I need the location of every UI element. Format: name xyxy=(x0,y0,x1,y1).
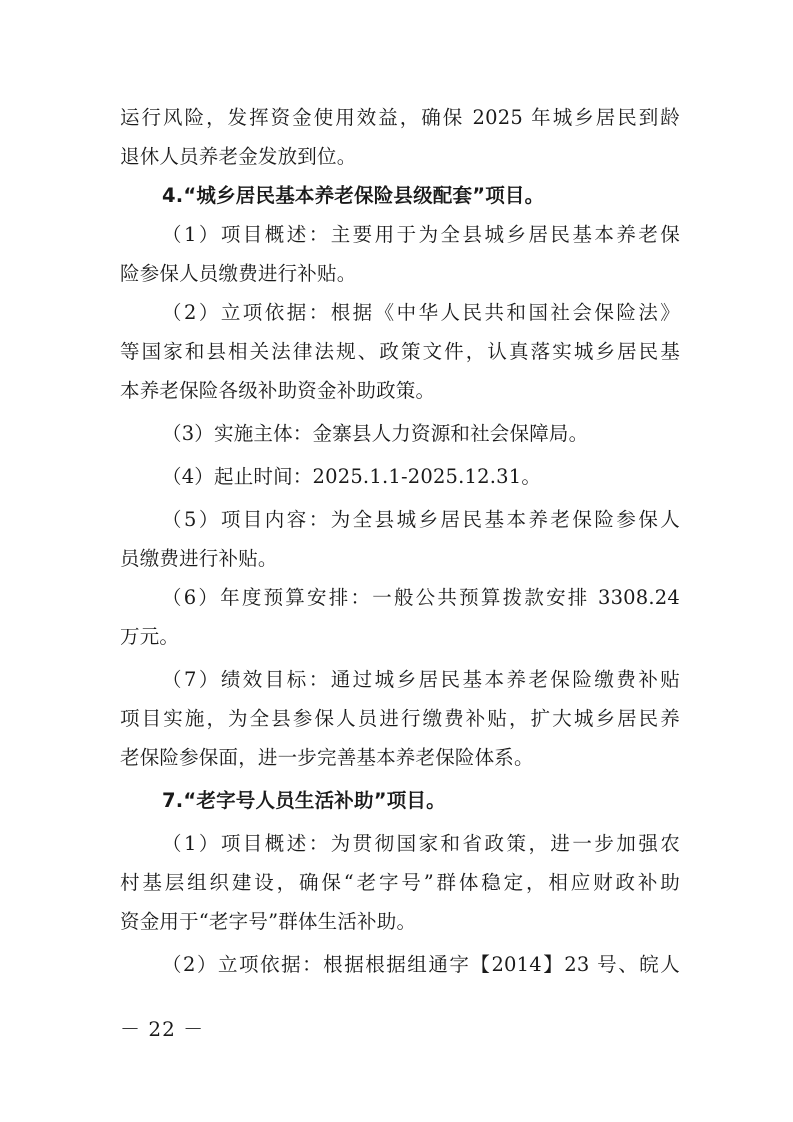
body-line-6: （2）立项依据：根据《中华人民共和国社会保险法》 xyxy=(162,301,680,324)
body-line-20: 村基层组织建设，确保“老字号”群体稳定，相应财政补助 xyxy=(120,871,680,894)
body-line-19: （1）项目概述：为贯彻国家和省政策，进一步加强农 xyxy=(162,832,680,855)
section-heading-4: 4.“城乡居民基本养老保险县级配套”项目。 xyxy=(162,184,545,207)
body-line-13: （6）年度预算安排：一般公共预算拨款安排 3308.24 xyxy=(162,586,680,609)
body-line-14: 万元。 xyxy=(120,625,180,648)
body-line-7: 等国家和县相关法律法规、政策文件，认真落实城乡居民基 xyxy=(120,340,680,363)
section-heading-7: 7.“老字号人员生活补助”项目。 xyxy=(162,789,446,812)
body-line-12: 员缴费进行补贴。 xyxy=(120,547,278,570)
body-line-10: （4）起止时间：2025.1.1-2025.12.31。 xyxy=(162,465,542,488)
body-line-4: （1）项目概述：主要用于为全县城乡居民基本养老保 xyxy=(162,223,680,246)
body-line-22: （2）立项依据：根据根据组通字【2014】23 号、皖人 xyxy=(162,953,680,976)
body-line-5: 险参保人员缴费进行补贴。 xyxy=(120,262,357,285)
body-line-11: （5）项目内容：为全县城乡居民基本养老保险参保人 xyxy=(162,508,680,531)
body-line-2: 退休人员养老金发放到位。 xyxy=(120,145,357,168)
body-line-1: 运行风险，发挥资金使用效益，确保 2025 年城乡居民到龄 xyxy=(120,106,680,129)
body-line-15: （7）绩效目标：通过城乡居民基本养老保险缴费补贴 xyxy=(162,668,680,691)
body-line-21: 资金用于“老字号”群体生活补助。 xyxy=(120,910,417,933)
body-line-16: 项目实施，为全县参保人员进行缴费补贴，扩大城乡居民养 xyxy=(120,707,680,730)
body-line-9: （3）实施主体：金寨县人力资源和社会保障局。 xyxy=(162,422,589,445)
body-line-17: 老保险参保面，进一步完善基本养老保险体系。 xyxy=(120,746,534,769)
body-line-8: 本养老保险各级补助资金补助政策。 xyxy=(120,379,436,402)
page-number: － 22 － xyxy=(120,1017,205,1041)
